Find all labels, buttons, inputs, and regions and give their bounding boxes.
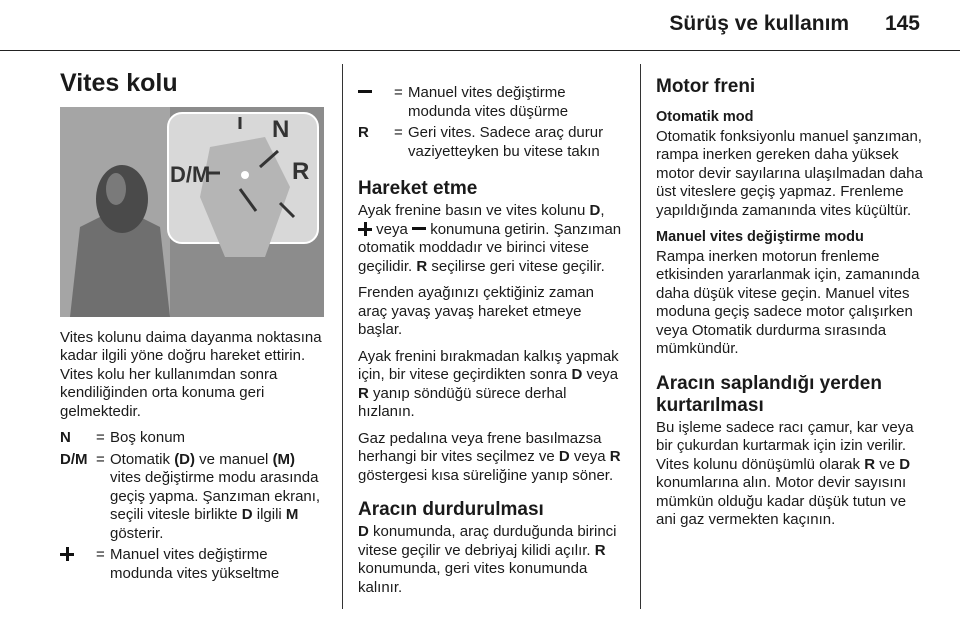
paragraph-start-2: Frenden ayağınızı çektiğiniz zaman araç yavaş yavaş hareket etmeye başlar. bbox=[358, 284, 594, 338]
plus-icon bbox=[60, 547, 74, 561]
legend-eq: = bbox=[96, 546, 105, 563]
legend-key-plus bbox=[60, 546, 96, 583]
column-2 bbox=[358, 80, 626, 605]
subheading-auto: Otomatik mod bbox=[656, 109, 754, 125]
heading-start: Hareket etme bbox=[358, 178, 478, 199]
heading-engine-brake: Motor freni bbox=[656, 76, 756, 97]
paragraph-auto: Otomatik fonksiyonlu manuel şanzıman, rampa inerken gereken daha yüksek motor devir sayılarına ulaşılmadan daha üst viteslere geçiş yapmaz. Frenleme yapıldığında zamanında vites küçültür. bbox=[656, 127, 923, 219]
paragraph-stuck: Bu işleme sadece racı çamur, kar veya bir çukurdan kurtarmak için izin verilir. Vites kolunu dönüşümlü olarak R ve D konumlarına alın. Motor devir sayısını mümkün olduğu kadar düşük tutun ve ani gaz vermekten kaçının. bbox=[656, 418, 914, 528]
gear-legend-continued bbox=[358, 84, 626, 164]
figure-label-dm: D/M bbox=[170, 161, 211, 187]
header-rule bbox=[0, 50, 960, 51]
gear-legend bbox=[60, 429, 328, 586]
legend-key-n: N bbox=[60, 429, 71, 446]
column-1 bbox=[60, 64, 328, 586]
figure-label-r: R bbox=[292, 157, 310, 185]
plus-icon bbox=[358, 222, 372, 236]
legend-text-minus: Manuel vites değiştirme modunda vites düşürme bbox=[408, 84, 569, 120]
legend-text-dm: Otomatik (D) ve manuel (M) vites değiştirme modu arasında geçiş yapma. Şanzıman ekranı, seçili vitesle birlikte D ilgili M gösterir. bbox=[110, 450, 321, 542]
paragraph-start-4: Gaz pedalına veya frene basılmazsa herhangi bir vites seçilmez ve D veya R göstergesi kısa süreliğine yanıp söner. bbox=[358, 429, 621, 484]
intro-paragraph: Vites kolunu daima dayanma noktasına kadar ilgili yöne doğru hareket ettirin. Vites kolu her kullanımdan sonra kendiliğinden orta konuma geri gelmektedir. bbox=[60, 328, 322, 420]
legend-key-dm: D/M bbox=[60, 450, 88, 468]
minus-icon bbox=[358, 85, 372, 99]
paragraph-stop: D konumunda, araç durduğunda birinci vitese geçilir ve debriyaj kilidi açılır. R konumunda, geri vites konumunda kalınır. bbox=[358, 523, 617, 596]
column-divider bbox=[342, 64, 343, 609]
heading-stop: Aracın durdurulması bbox=[358, 499, 544, 520]
column-3 bbox=[656, 76, 924, 538]
page-number: 145 bbox=[884, 12, 920, 35]
section-title: Sürüş ve kullanım bbox=[669, 12, 850, 35]
paragraph-manual: Rampa inerken motorun frenleme etkisinden yararlanmak için, zamanında daha düşük vitese geçin. Manuel vites moduna geçiş sadece motor çalışırken veya Otomatik durdurma sırasında mümkündür. bbox=[656, 247, 920, 357]
column-divider bbox=[640, 64, 641, 609]
legend-text-n: Boş konum bbox=[110, 429, 186, 446]
figure-label-n: N bbox=[272, 115, 290, 143]
section-heading: Vites kolu bbox=[60, 69, 178, 97]
legend-eq: = bbox=[96, 429, 105, 446]
legend-eq: = bbox=[394, 124, 403, 141]
legend-text-r: Geri vites. Sadece araç durur vaziyetteyken bu vitese takın bbox=[408, 124, 604, 160]
gear-lever-figure bbox=[60, 107, 324, 317]
subheading-manual: Manuel vites değiştirme modu bbox=[656, 229, 864, 245]
legend-key-minus bbox=[358, 84, 394, 121]
page-header bbox=[669, 12, 920, 36]
heading-stuck: Aracın saplandığı yerden kurtarılması bbox=[656, 372, 882, 416]
paragraph-start-3: Ayak frenini bırakmadan kalkış yapmak için, bir vitese geçirdikten sonra D veya R yanıp söndüğü sürece derhal hızlanın. bbox=[358, 347, 619, 420]
legend-text-plus: Manuel vites değiştirme modunda vites yükseltme bbox=[110, 546, 280, 582]
legend-key-r: R bbox=[358, 124, 369, 141]
legend-eq: = bbox=[394, 84, 403, 101]
legend-eq: = bbox=[96, 450, 105, 468]
gear-lever-illustration bbox=[60, 107, 324, 317]
minus-icon bbox=[412, 222, 426, 236]
paragraph-start-1: Ayak frenine basın ve vites kolunu D, veya konumuna getirin. Şanzıman otomatik moddadır ve birinci vitese geçilidir. R seçilirse geri vitese geçilir. bbox=[358, 202, 622, 275]
